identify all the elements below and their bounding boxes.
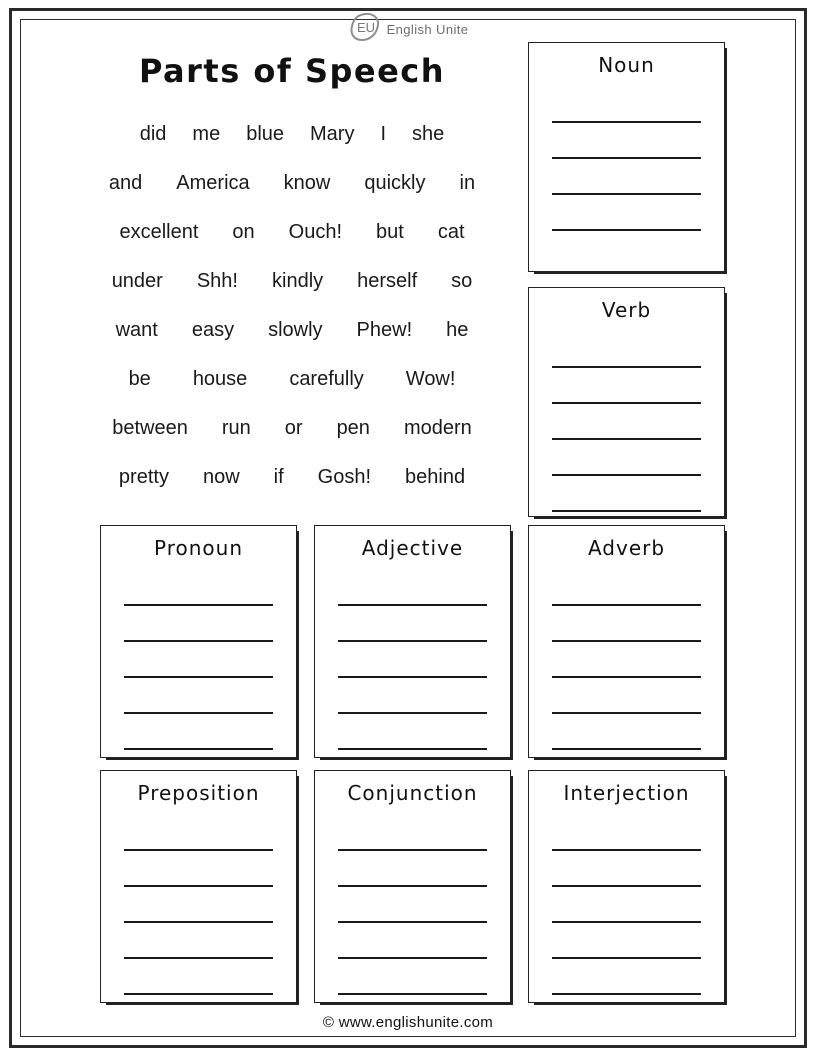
answer-lines [101,560,296,750]
answer-line [338,676,486,678]
word-bank-word: behind [405,466,466,488]
answer-line [552,885,700,887]
category-box-adverb [528,525,725,758]
word-bank-row [92,404,492,453]
word-bank-word: I [380,123,387,145]
category-box-interjection [528,770,725,1003]
answer-line [552,438,700,440]
answer-line [124,957,272,959]
word-bank-word: Mary [310,123,355,145]
word-bank-row [92,208,492,257]
word-bank-word: easy [191,319,235,341]
word-bank-word: run [221,417,251,439]
answer-line [552,402,700,404]
category-label: Adverb [587,536,666,560]
word-bank [92,110,492,502]
word-bank-word: slowly [268,319,323,341]
answer-lines [529,77,724,231]
word-bank-word: quickly [364,172,426,194]
answer-line [552,474,700,476]
answer-line [552,193,700,195]
word-bank-row [92,159,492,208]
category-label: Noun [598,53,655,77]
answer-line [552,921,700,923]
answer-line [552,748,700,750]
word-bank-row [92,257,492,306]
category-label: Verb [601,298,652,322]
category-label: Conjunction [347,781,478,805]
answer-lines [529,322,724,512]
category-box-verb [528,287,725,517]
answer-line [124,748,272,750]
word-bank-word: pen [336,417,370,439]
word-bank-word: want [115,319,158,341]
word-bank-word: in [459,172,476,194]
answer-line [552,849,700,851]
answer-line [552,676,700,678]
category-label: Adjective [361,536,464,560]
word-bank-row [92,453,492,502]
word-bank-word: did [139,123,167,145]
logo-monogram: EU [356,20,375,35]
word-bank-word: modern [403,417,472,439]
answer-line [552,993,700,995]
word-bank-word: me [192,123,221,145]
word-bank-word: be [128,368,151,390]
category-box-noun [528,42,725,272]
category-box-conjunction [314,770,511,1003]
category-box-preposition [100,770,297,1003]
word-bank-word: herself [357,270,418,292]
answer-line [338,921,486,923]
word-bank-word: cat [437,221,465,243]
category-label: Pronoun [154,536,243,560]
answer-lines [529,805,724,995]
answer-line [552,604,700,606]
word-bank-word: if [273,466,284,488]
word-bank-word: Gosh! [317,466,372,488]
answer-line [338,957,486,959]
word-bank-word: under [111,270,163,292]
word-bank-word: excellent [119,221,199,243]
answer-line [124,921,272,923]
word-bank-word: carefully [289,368,364,390]
word-bank-word: America [176,172,250,194]
answer-line [552,712,700,714]
answer-line [338,748,486,750]
answer-line [124,640,272,642]
word-bank-word: Wow! [405,368,456,390]
answer-lines [315,560,510,750]
word-bank-word: kindly [272,270,324,292]
footer-copyright: © www.englishunite.com [322,1014,494,1031]
answer-line [338,640,486,642]
word-bank-word: pretty [118,466,169,488]
category-box-adjective [314,525,511,758]
answer-line [338,993,486,995]
word-bank-word: know [283,172,331,194]
word-bank-word: or [284,417,303,439]
answer-lines [101,805,296,995]
answer-line [552,157,700,159]
word-bank-word: she [412,123,445,145]
word-bank-row [92,355,492,404]
word-bank-word: on [232,221,255,243]
answer-line [552,121,700,123]
word-bank-word: Shh! [196,270,238,292]
word-bank-word: now [202,466,240,488]
word-bank-word: Ouch! [288,221,343,243]
category-box-pronoun [100,525,297,758]
word-bank-word: between [112,417,188,439]
word-bank-row [92,306,492,355]
answer-line [552,957,700,959]
answer-line [124,849,272,851]
word-bank-word: house [192,368,248,390]
page-title: Parts of Speech [138,52,446,90]
english-unite-logo-icon [348,12,382,47]
answer-lines [529,560,724,750]
answer-line [124,993,272,995]
word-bank-word: he [446,319,469,341]
answer-line [552,229,700,231]
word-bank-row [92,110,492,159]
word-bank-word: so [451,270,473,292]
answer-lines [315,805,510,995]
answer-line [338,604,486,606]
word-bank-word: but [376,221,404,243]
category-label: Interjection [563,781,690,805]
brand-name: English Unite [386,22,469,37]
answer-line [124,885,272,887]
answer-line [338,849,486,851]
word-bank-word: Phew! [356,319,413,341]
answer-line [124,712,272,714]
answer-line [552,640,700,642]
answer-line [124,676,272,678]
category-label: Preposition [137,781,260,805]
answer-line [124,604,272,606]
word-bank-word: blue [246,123,285,145]
answer-line [338,712,486,714]
answer-line [338,885,486,887]
answer-line [552,366,700,368]
answer-line [552,510,700,512]
word-bank-word: and [108,172,143,194]
